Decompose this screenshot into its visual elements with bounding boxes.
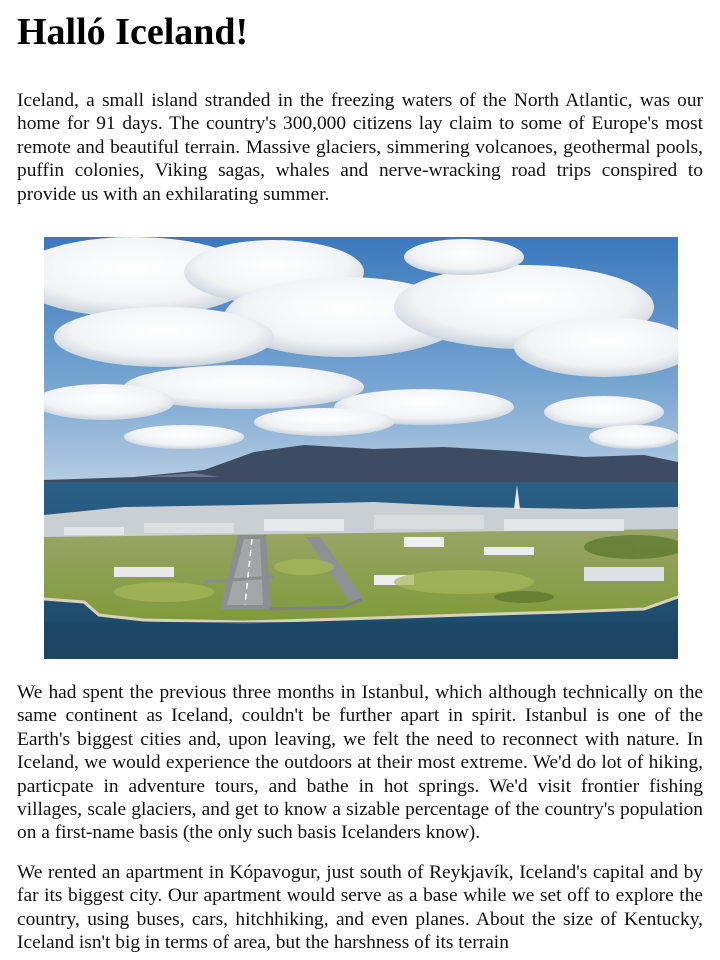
aerial-photo-reykjavik [44,237,678,659]
photo-illustration [44,237,678,659]
body-paragraph-kopavogur: We rented an apartment in Kópavogur, just south of Reykjavík, Iceland's capital and by far its biggest city. Our apartment would serve as a base while we set off to explore the country, using buses, cars, hitchhiking, and even planes. About the size of Kentucky, Iceland isn't big in terms of area, but the harshness of its terrain [17,861,703,954]
body-paragraph-istanbul: We had spent the previous three months in Istanbul, which although technically on the same continent as Iceland, couldn't be further apart in spirit. Istanbul is one of the Earth's biggest cities and, upon leaving, we felt the need to reconnect with nature. In Iceland, we would experience the outdoors at their most extreme. We'd do lot of hiking, particpate in adventure tours, and bathe in hot springs. We'd visit frontier fishing villages, scale glaciers, and get to know a sizable percentage of the country's population on a first-name basis (the only such basis Icelanders know). [17,682,703,844]
intro-paragraph: Iceland, a small island stranded in the freezing waters of the North Atlantic, was our home for 91 days. The country's 300,000 citizens lay claim to some of Europe's most remote and beautiful terrain. Massive glaciers, simmering volcanoes, geothermal pools, puffin colonies, Viking sagas, whales and nerve-wracking road trips conspired to provide us with an exhilarating summer. [17,90,703,205]
article-title: Halló Iceland! [17,11,249,53]
